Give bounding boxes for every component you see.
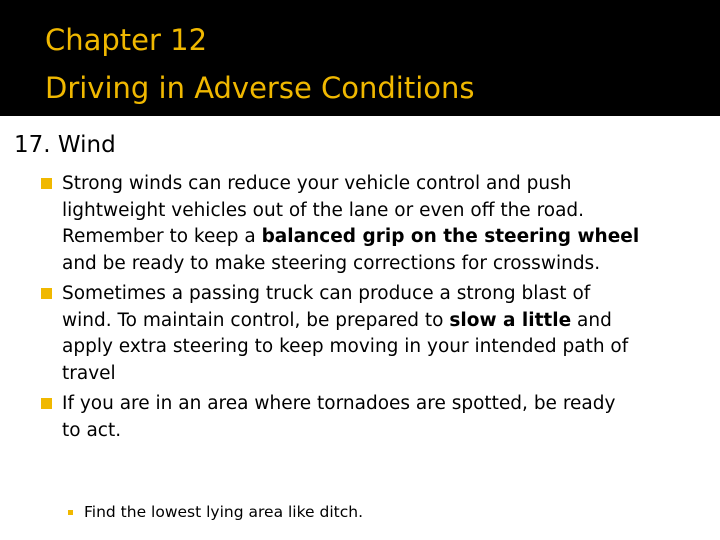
text-run: wind. To maintain control, be prepared to [62,309,450,331]
bullet-line [62,334,710,361]
bullet-list [0,171,720,448]
bullet-item [0,391,720,444]
chapter-subtitle: Driving in Adverse Conditions [45,71,475,105]
bullet-line [62,171,710,198]
sub-bullet-text: Find the lowest lying area like ditch. [84,503,363,521]
text-run: If you are in an area where tornadoes are spotted, be ready [62,393,616,414]
text-run: travel [62,362,116,384]
bullet-line [62,224,710,251]
text-run: Strong winds can reduce your vehicle control and push [62,173,572,194]
bold-text-run: slow a little [449,309,572,331]
bullet-line [62,361,710,388]
bullet-line [62,198,710,225]
bullet-line [62,251,710,278]
bullet-line [62,281,710,308]
chapter-title: Chapter 12 [45,23,208,57]
bullet-item [0,171,720,277]
square-bullet-icon [41,178,52,189]
text-run: and [571,309,612,331]
square-bullet-icon [41,288,52,299]
text-run: Remember to keep a [62,226,262,247]
square-bullet-icon [41,398,52,409]
text-run: apply extra steering to keep moving in your intended path of [62,336,629,357]
bullet-line [62,308,710,335]
sub-bullet-item [0,500,720,524]
bullet-line [62,418,710,445]
bold-text-run: balanced grip on the steering wheel [261,226,640,247]
bullet-item [0,281,720,387]
text-run: to act. [62,419,122,441]
small-square-bullet-icon [68,510,73,515]
text-run: and be ready to make steering corrections for crosswinds. [62,252,601,274]
bullet-line [62,391,710,418]
title-bar [0,0,720,116]
text-run: Sometimes a passing truck can produce a strong blast of [62,283,591,304]
text-run: lightweight vehicles out of the lane or even off the road. [62,199,585,221]
section-heading: 17. Wind [14,132,116,158]
